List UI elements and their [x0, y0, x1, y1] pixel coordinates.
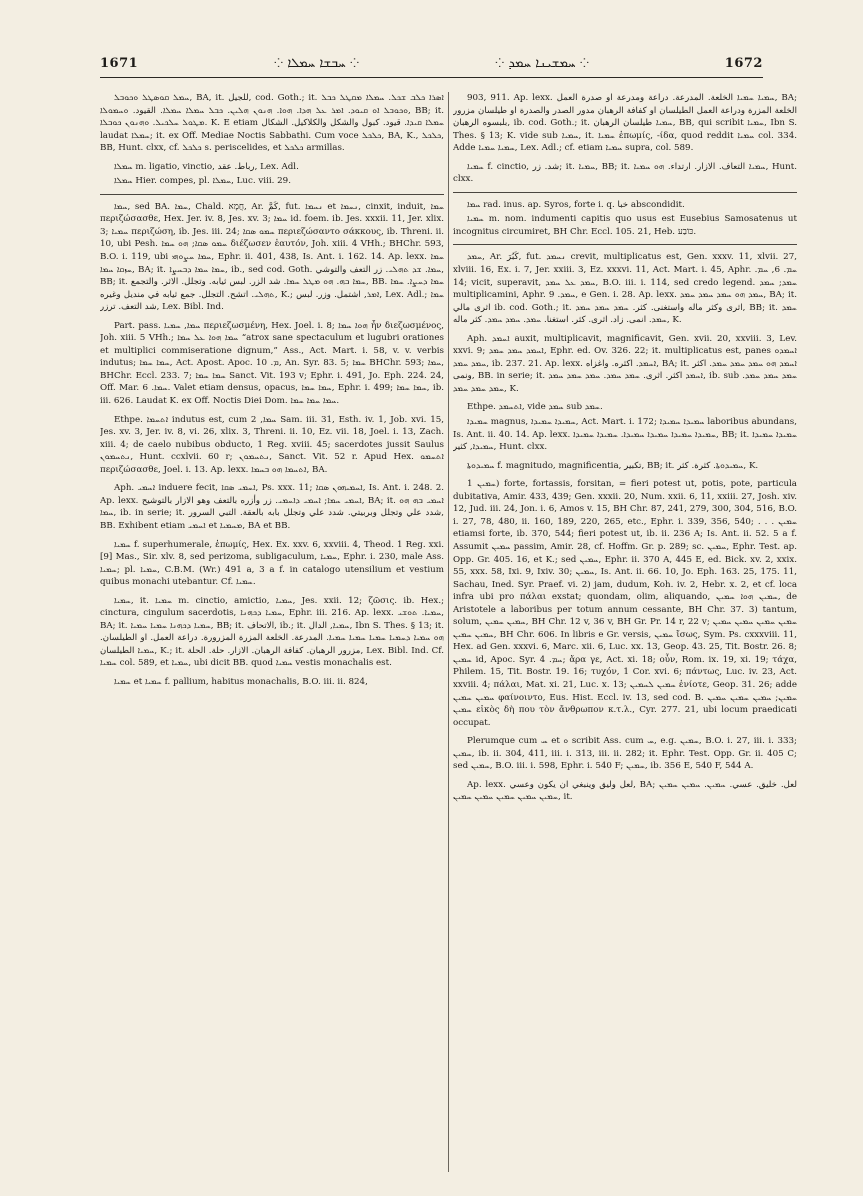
- entry: Plerumque cum ܚ et ܘ scribit Ass. cum ܚ, e.g. ܚܡܝܢ, B.O. i. 27, iii. i. 333; ܚܡܝܢ, ib. ii. 304, 411, iii. i. 313, iii. ii. 282; it. Ephr. Test. Opp. Gr. ii. 405 C; sed ܚܡܝܢ, B.O. iii. i. 598, Ephr. i. 540 F; ܚܡܝܢ, ib. 356 E, 540 F, 544 A.: [453, 736, 797, 772]
- entry: Aph. ܐܚܡܕ auxit, multiplicavit, magnificavit, Gen. xvii. 20, xxviii. 3, Lev. xxvi. 9; ܐܚܡܕ ܚܡܕ ܚܡܕ, Ephr. ed. Ov. 326. 22; it. multiplicatus est, panes ܐܚܡܕܘ ܚܡܕ ܚܡܕ, ib. 237. 21. Ap. lexx. ܐܚܡܕ. اكثره. واغزاه, BA; it. ܐܚܡܕ ܗܘ ܚܡܕ ܚܡܕ ܚܡܕ. اكثر ونمى, BB. in serie; it. ܐܚܡܕ اكثر. اثرى. ܚܡܕ ܚܡܕ. ܚܡܕ ܚܡܕ ܚܡܕ, ib. sub ܚܡܕ ܚܡܕ ܚܡܕ. ܚܡܕ ܚܡܕ ܚܡܕ, K.: [453, 333, 797, 394]
- entry: ܚܡܝܐ f. superhumerale, ἐπωμίς, Hex. Ex. xxv. 6, xxviii. 4, Theod. 1 Reg. xxi. [9] Mas., Sir. xlv. 8, sed perizoma, subligaculum, ܚܡܝܐ, Ephr. i. 230, male Ass. ܚܡܝܐ; pl. ܚܡܝܐ, C.B.M. (Wr.) 491 a, 3 a f. in catalogo utensilium et vestium quibus monachi utebantur. Cf. ܚܡܝܐ.: [100, 539, 444, 588]
- entry: 903, 911. Ap. lexx. ܚܡܝܐ ܚܡܝܐ الخلعة. المدرعة. دراعة ومدرعة او صدرة العمل, BA; الخلعة المزرة ودراعة العمل الطيلسان او كفافة الرهبان مدور الصدر والصدرة او طيلسان مزرور بلبسوه الرهبان, ib. cod. Goth.; it. ܚܡܝܐ طيلسان الرهبان, BB, qui scribit ܚܡܝܐ, Ibn S. Thes. § 13; K. vide sub ܚܡܝܐ, it. ܚܡܝܐ ἐπωμίς, -ίδα, quod reddit ܚܡܝܐ col. 334. Adde ܚܡܝܐ ܚܡܝܐ, Lex. Adl.; cf. etiam ܚܡܝܐ supra, col. 589.: [453, 93, 797, 154]
- entry: ܚܡܝܐ et ܚܡܝܐ f. pallium, habitus monachalis, B.O. iii. ii. 824,: [114, 676, 368, 687]
- entry: ܚܡܐ rad. inus. ap. Syros, forte i. q. خبا abscondidit.: [467, 199, 685, 210]
- right-column: [453, 92, 797, 1176]
- entry: ܚܡܝܐ f. cinctio, شد. زر; it. ܚܡܝܐ, BB; it. ܚܡܝܐ التعاف. الازار. ارتداء. ܗܘ ܚܡܝܐ, Hunt. clxx.: [453, 161, 797, 185]
- entry: Aph. ܐܚܡܝ induere fecit, ܐܚܡܝ ܣܩܐ, Ps. xxx. 11; ܐܚܡܝܗܘܢ ܣܩܐ, Is. Ant. i. 248. 2. Ap. lexx. ܐܚܡܝ ܚܡܐ; ܐܚܡܝ ܕܐܚܡܝ. زر وأزره بالتعف وهو الازار بالتوشيح, BA; it. ܐܚܡܝ ܒܗ ܗܘ ܚܡܐ, ib. in serie; it. شدد علي وتجلل وبربيتي. شدد علي وتجلل بابه بالعقة. التبي السرور, BB. Exhibent etiam ܐܚܡܝ et ܡܚܡܝܐ, BA et BB.: [100, 483, 444, 531]
- left-page-number: 1671: [100, 55, 139, 71]
- entry-separator: [453, 244, 797, 245]
- entry: Ethpe. ܐܬܚܡܐ indutus est, cum ܚܡܐ, 2 Sam. iii. 31, Esth. iv. 1, Job. xvi. 15, Jes. xv. 3, Jer. iv. 8, vi. 26, xlix. 3, Threni. ii. 10, Ez. vii. 18, Joel. i. 13, Zach. xiii. 4; de caelo nubibus obducto, 1 Reg. xviii. 45; sacerdotes jussit Saulus ܢܬܚܡܘܢ, Hunt. ccxlvii. 60 r; ܢܬܚܡܘܢ, Sanct. Vit. 52 r. Apud Hex. ܐܬܚܡܘ περιζώσασθε, Joel. i. 13. Ap. lexx. ܐܬܚܡܐ ܗܘ ܒܚܡܐ, BA.: [100, 414, 444, 475]
- entry: ܚܡܕ, Ar. كَبُرَ, fut. ܢܚܡܕ crevit, multiplicatus est, Gen. xxxv. 11, xlvii. 27, xlviii. 16, Ex. i. 7, Jer. xxiii. 3, Ez. xxxvi. 11, Act. Mart. i. 45, Aphr. ܚܡ. 6, ܚܡ. 14; vicit, superavit, ܚܡܕ ܥܠ ܚܡܕ, B.O. iii. i. 114, sed credo legend. ܚܡܕ; ܚܡܕ multiplicamini, Aphr. ܚܡܕ. 9, e Gen. i. 28. Ap. lexx. ܚܡܕ ܗܘ ܚܡܕ ܚܡܕ ܚܡܕ, BA; it. اثرى مالي ib. cod. Goth.; it. اثرى وكثر ماله واستغنى. كثر. ܚܡܕ ܚܡܕ ܚܡܕ, BB; it. ܚܡܕ ܚܡܕ. انمى. زاد. اثرى. كثر. استغنا. ܚܡܕ. ܚܡܕ ܚܡܕ. كثر ماله, K.: [453, 252, 797, 326]
- entry: Ap. lexx. لعل وليق وينبغي ان يكون وعسي, BA; لعل. خليق. عسي. ܚܡܝܢ. ܚܡܝܢ ܚܡܝܢ ܚܡܝܢ ܚܡܝܢ ܚܡܝܢ ܚܡܝܢ ܚܡܝܢ, it.: [453, 779, 797, 803]
- entry: Part. pass. ܚܡܐ, ܚܡܝܐ περιεζωσμένη, Hex. Joel. i. 8; ܗܘܐ ܚܡܐ ἦν διεζωσμένος, Joh. xiii. 5 VHh.; ܚܡܐ ܗܘܐ ܥܠ ܚܡܐ “atrox sane spectaculum et lugubri orationes et multiplici commiseratione dignum,” Ass., Act. Mart. i. 58, v. v. verbis indutus; ܚܡܐ ܚܡܐ, Act. Apost. Apoc. ܡ. 10, An. Syr. 83. 5; ܚܡܐ BHChr. 593; ܚܡܐ, BHChr. Eccl. 233. 7; ܚܡܐ ܚܡܐ Sanct. Vit. 193 v; Ephr. i. 491, Jo. Eph. 224. 24, Off. Mar. ܚܡܐ. 6. Valet etiam densus, opacus, ܚܡܐ ܚܡܐ, Ephr. i. 499; ܚܡܐ ܚܡܐ, ib. iii. 626. Laudat K. ex Off. Noctis Diei Dom. ܚܡܐ ܚܡܐ ܚܡܐ.: [100, 320, 444, 407]
- entry: ܚܡܝܢ 1) forte, fortassis, forsitan, = fieri potest ut, potis, pote, particula dubitativa, Amir. 433, 439; Gen. xxxii. 20, Num. xxii. 6, 11, xxiii. 27, Josh. xiv. 12, Jud. iii. 24, Jon. i. 6, Amos v. 15, BH Chr. 87, 241, 279, 300, 304, 516, B.O. i. 27, 78, 480, ii. 160, 189, 220, 265, etc., Ephr. i. 339, 356, 540; . . . ܚܡܝܢ etiamsi forte, ib. 370, 544; fieri potest ut, ib. ii. 236 A; Is. Ant. ii. 52. 5 a f. Assumit ܚܡܝܢ passim, Amir. 28, cf. Hoffm. Gr. p. 289; sc. ܚܡܝܢ, Ephr. Test. ap. Opp. Gr. 405. 16, et K.; sed ܚܡܝܢ, Ephr. ii. 370 A, 445 E, ed. Bick. xv. 2, xxix. 55, xxx. 58, Ixi. 9, Ixiv. 30; ܚܡܝܢ, Is. Ant. ii. 66. 10, Jo. Eph. 163. 25, 175. 11, Sachau, Ined. Syr. Praef. vi. 2) jam, dudum, Koh. iv. 2, Hebr. x. 2, et cf. loca infra ubi pro πάλαι exstat; quondam, olim, aliquando, ܚܡܝܢ ܗܘܐ ܚܡܝܢ, de Aristotele a laboribus per totum annum cessante, BH Chr. 37. 3) tantum, solum, ܚܡܝܢ ܚܡܝܢ, BH Chr. 12 v, 36 v, BH Gr. Pr. 14 r, 22 v; ܚܡܝܢ ܚܡܝܢ ܚܡܝܢ ܚܡܝܢ ܚܡܝܢ ܚܡܝܢ, BH Chr. 606. In libris e Gr. versis, ܚܡܝܢ ἴσως, Sym. Ps. cxxxviii. 11, Hex. ad Gen. xxxvi. 6, Marc. xii. 6, Luc. xx. 13, Geop. 43. 25, Tit. Bostr. 26. 8; ܚܡܝܢ id, Apoc. Syr. ܚܡ. 4; ἄρα γε, Act. xi. 18; οὖν, Rom. ix. 19, xi. 19; τάχα, Philem. 15, Tit. Bostr. 19. 16; τυχόν, 1 Cor. xvi. 6; πάντως, Luc. iv. 23, Act. xxviii. 4; πάλαι, Mat. xi. 21, Luc. x. 13; ܚܡܝܢ ܠܚܡܝܢ ἐνίοτε, Geop. 31. 26; adde ܚܡܝܢ ܚܡܝܢ φαίνοιντο, Eus. Hist. Eccl. iv. 13, sed cod. B. ܚܡܝܢ; ܚܡܝܢ ܚܡܝܢ ܚܡܝܢ ܚܡܝܢ εἰκὸς δὴ που τὸν ἄνθρωπον κ.τ.λ., Cyr. 277. 21, ubi locum praedicati occupat.: [453, 479, 797, 728]
- left-running-head: ⁘ ܚܒܫܐ ܚܡܠܐ ⁘: [273, 55, 360, 71]
- right-page-number: 1672: [724, 55, 763, 71]
- right-running-head: ⁘ ܚܡܫܝܢܐ ܚܡܕ ⁘: [494, 55, 590, 71]
- entry: ܚܡܠ ܩܘܣܛܠ ܘܟܘܒܠ, BA, it. للجيل, cod. Goth.; it. ܐܣܪܐ ܟܠܒ ܫܟܠ. ܚܡܠܐ ܡܩܛܠ ܟܒܠ ܘܟܘܒܠ ܐܘ ܩܝܘܕ. ܐܡܪ ܥܠ ܗܕܐ. ܗܘܐ. ܗܢܘܢ ܗܠܝܢ. ܟܒܠ ܚܡܠܐ ܚܡܠܐ. القيود. ܘܚܡܘܠܐ, BB; it. ܡܛܘܠ ܚܠܟܝܠ. ܘܗܢܘܢ ܟܘܒܠܐ. K. E etiam ܚܡܠܐ ܩܝܕܐ. قيود. كبول والشكل والكلاكيل. الشكال laudat ܚܡܠܐ; it. ex Off. Mediae Noctis Sabbathi. Cum voce ܟܠܟܠ, BA, K., ܟܠܟܠ, BB, Hunt. clxx, cf. ܟܠܟܠ s. periscelides, et ܟܠܟܠ armillas.: [100, 93, 444, 154]
- left-column: [100, 92, 444, 1176]
- header-rule: [100, 77, 763, 78]
- entry: ܚܡܠܐ m. ligatio, vinctio, رباط. عقد, Lex. Adl.: [114, 161, 299, 172]
- entry: ܚܡܝܐ, it. ܚܡܝܐ m. cinctio, amictio, ܚܡܝܐ, Jes. xxii. 12; ζῶσις. ib. Hex.; cinctura, cingulum sacerdotis, ܚܡܝܐ ܕܟܗܢܐ, Ephr. iii. 216. Ap. lexx. ܚܡܝܐ. ܬܘܫܝ, BA; it. ܚܡܝܐ ܕܟܗܢܐ ܚܡܝܐ ܚܡܝܐ, BB; it. الاتحاف, ib.; it. ܚܡܝܐ, الدال, Ibn S. Thes. § 13; it. ܗܘ ܚܡܝܐ ܕܚܡܝܐ ܚܡܝܐ ܚܡܝܐ ܚܡܝܐ. المدرعة. الخلعة المزرة المزرورة. دراعة العمل. او الطيلسان. ܚܡܝܐ الطيلسان, K.; it. مزرور الرهبان. كفافة الرهبان. الازار. حلة. الحلة, Lex. Bibl. Ind. Cf. ܚܡܝܐ col. 589, et ܚܡܝܐ, ubi dicit BB. quod ܚܡܝܐ vestis monachalis est.: [100, 595, 444, 669]
- entry: ܚܡܠܐ Hier. compes, pl. ܚܡܠܐ, Luc. viii. 29.: [114, 176, 291, 187]
- entry: ܚܡܝܕܐ magnus, ܚܡܝܕܐ ܚܡܝܕܐ, Act. Mart. i. 172; ܚܡܝܕܐ ܚܡܝܕܐ laboribus abundans, Is. Ant. ii. 40. 14. Ap. lexx. ܚܡܝܕܐ ܚܡܝܕܐ ܚܡܝܕܐ ܚܡܝܕܐ. ܚܡܝܕܐ ܚܡܝܕܐ, BB; it. ܚܡܝܕܐ ܚܡܝܕܐ ܚܡܝܕܐ, كثير, Hunt. clxx.: [453, 417, 797, 453]
- entry: ܚܡܝܐ m. nom. indumenti capitis quo usus est Eusebius Samosatenus ut incognitus circumiret, BH Chr. Eccl. 105. 21, Heb. כּוֹבַע.: [453, 214, 797, 237]
- page-header: [100, 52, 763, 74]
- entry-separator: [100, 194, 444, 195]
- entry: ܚܡܐ, sed BA. ܚܡܐ, Chald. חֲמָא, Ar. كَمَّ, fut. ܢܚܡܐ et ܢܚܡܐ, cinxit, induit, ܚܡܐ περιζώσασθε, Hex. Jer. iv. 8, Jes. xv. 3; ܚܡܐ id. foem. ib. Jes. xxxii. 11, Jer. xlix. 3; ܚܡܝܐ περιζώση, ib. Jes. iii. 24; ܚܡܘ ܣܩܐ περιεζώσαντο σάκκους, ib. Threni. ii. 10, ubi Pesh. ܚܡܘ ܣܩܐ; ܗܘ ܚܡܐ διέζωσεν ἑαυτόν, Joh. xiii. 4 VHh.; BHChr. 593, B.O. i. 119, ubi ܚܡܐ ܚܨܘܗܝ, Ephr. ii. 401, 438, Is. Ant. i. 162. 14. Ap. lexx. ܚܡܐ ܚܙܩܐ ܚܡܐ, BA; it. ܚܡܐ ܚܡܐ ܕܒܚܨܐ, ib., sed cod. Goth. ܚܡܐ. ܫܕ ܬܗܠܝ. زر التعف والتوشي, BB; it. ܚܡܐ ܒܗ. ܗܘ ܡܛܠ ܚܡܐ. شد الزر. لبس ثيابه. وتجلل. الاثر. والتجمع, BB. ܚܡܐ ܕܚܨܐ. ܚܡܐ ܬܗܠܝ. اتشح. التجلل. جمع ثيابه في منديل وغيره, K.; ܐܡܪ, اشتمل. وزر. لبس, Lex. Adl.; ܚܡܐ شد التعف. ترزر, Lex. Bibl. Ind.: [100, 201, 444, 313]
- entry: ܚܡܝܕܘܬܐ f. magnitudo, magnificentia, تكبير, BB; it. ܚܡܝܕܘܬܐ. كثرة. كثر, K.: [467, 460, 759, 471]
- entry-separator: [453, 192, 797, 193]
- entry: Ethpe. ܐܬܚܡܕ, vide ܚܡܕ sub ܚܡܕ.: [467, 402, 603, 413]
- column-divider: [448, 92, 449, 1172]
